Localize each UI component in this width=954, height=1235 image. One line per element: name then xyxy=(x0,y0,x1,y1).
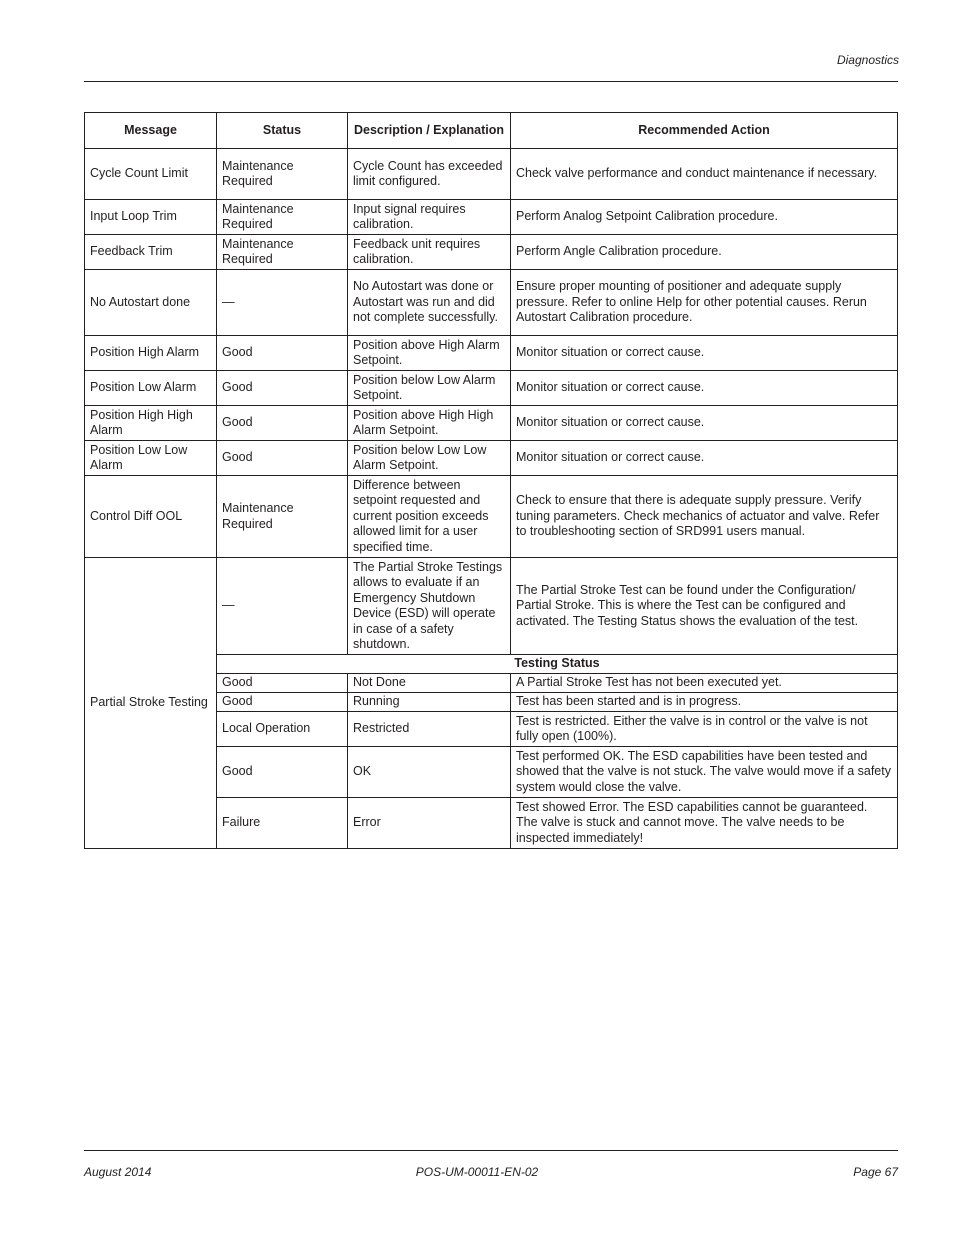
action-cell: Check valve performance and conduct maintenance if necessary. xyxy=(511,149,898,200)
state-cell: Running xyxy=(348,693,511,712)
status-cell: Good xyxy=(217,693,348,712)
status-cell: Maintenance Required xyxy=(217,149,348,200)
header-rule xyxy=(84,81,898,82)
status-cell: — xyxy=(217,270,348,336)
column-header-message: Message xyxy=(85,113,217,149)
message-cell: Position High Alarm xyxy=(85,336,217,371)
message-cell: Position High High Alarm xyxy=(85,406,217,441)
action-cell: Monitor situation or correct cause. xyxy=(511,441,898,476)
message-cell: Control Diff OOL xyxy=(85,476,217,558)
status-cell: Good xyxy=(217,674,348,693)
testing-status-subheader: Testing Status xyxy=(217,655,898,674)
action-cell: Perform Analog Setpoint Calibration procedure. xyxy=(511,200,898,235)
table-row xyxy=(85,441,898,476)
description-cell: Cycle Count has exceeded limit configured. xyxy=(348,149,511,200)
description-cell: Position above High Alarm Setpoint. xyxy=(348,336,511,371)
description-cell: Position above High High Alarm Setpoint. xyxy=(348,406,511,441)
action-cell: Monitor situation or correct cause. xyxy=(511,406,898,441)
status-cell: — xyxy=(217,558,348,655)
action-cell: Monitor situation or correct cause. xyxy=(511,336,898,371)
meaning-cell: Test has been started and is in progress. xyxy=(511,693,898,712)
description-cell: The Partial Stroke Testings allows to evaluate if an Emergency Shutdown Device (ESD) will operate in case of a safety shutdown. xyxy=(348,558,511,655)
state-cell: OK xyxy=(348,747,511,798)
message-cell: Input Loop Trim xyxy=(85,200,217,235)
status-cell: Good xyxy=(217,336,348,371)
status-cell: Local Operation xyxy=(217,712,348,747)
table-row xyxy=(85,336,898,371)
action-cell: The Partial Stroke Test can be found under the Configuration/ Partial Stroke. This is where the Test can be configured and activated. The Testing Status shows the evaluation of the test. xyxy=(511,558,898,655)
status-cell: Good xyxy=(217,441,348,476)
message-cell: Partial Stroke Testing xyxy=(85,558,217,849)
meaning-cell: Test performed OK. The ESD capabilities have been tested and showed that the valve is not stuck. The valve would move if a safety system would close the valve. xyxy=(511,747,898,798)
status-cell: Good xyxy=(217,371,348,406)
footer-rule xyxy=(84,1150,898,1151)
message-cell: Feedback Trim xyxy=(85,235,217,270)
diagnostics-table xyxy=(84,112,898,849)
action-cell: Monitor situation or correct cause. xyxy=(511,371,898,406)
description-cell: Difference between setpoint requested and current position exceeds allowed limit for a user specified time. xyxy=(348,476,511,558)
table-row xyxy=(85,200,898,235)
status-cell: Good xyxy=(217,406,348,441)
running-header-section: Diagnostics xyxy=(836,53,899,67)
state-cell: Restricted xyxy=(348,712,511,747)
description-cell: Position below Low Alarm Setpoint. xyxy=(348,371,511,406)
message-cell: No Autostart done xyxy=(85,270,217,336)
table-row xyxy=(85,235,898,270)
status-cell: Maintenance Required xyxy=(217,476,348,558)
message-cell: Position Low Low Alarm xyxy=(85,441,217,476)
description-cell: No Autostart was done or Autostart was run and did not complete successfully. xyxy=(348,270,511,336)
action-cell: Perform Angle Calibration procedure. xyxy=(511,235,898,270)
state-cell: Error xyxy=(348,798,511,849)
meaning-cell: A Partial Stroke Test has not been executed yet. xyxy=(511,674,898,693)
footer-page-number: Page 67 xyxy=(853,1165,898,1179)
table-row xyxy=(85,476,898,558)
status-cell: Maintenance Required xyxy=(217,200,348,235)
footer-date: August 2014 xyxy=(84,1165,152,1179)
status-cell: Good xyxy=(217,747,348,798)
table-row xyxy=(85,270,898,336)
table-header-row xyxy=(85,113,898,149)
column-header-action: Recommended Action xyxy=(511,113,898,149)
message-cell: Cycle Count Limit xyxy=(85,149,217,200)
meaning-cell: Test showed Error. The ESD capabilities cannot be guaranteed. The valve is stuck and cannot move. The valve needs to be inspected immediately! xyxy=(511,798,898,849)
status-cell: Failure xyxy=(217,798,348,849)
description-cell: Feedback unit requires calibration. xyxy=(348,235,511,270)
status-cell: Maintenance Required xyxy=(217,235,348,270)
table-row xyxy=(85,371,898,406)
table-row xyxy=(85,149,898,200)
action-cell: Ensure proper mounting of positioner and adequate supply pressure. Refer to online Help for other potential causes. Rerun Autostart Calibration procedure. xyxy=(511,270,898,336)
table-row xyxy=(85,406,898,441)
description-cell: Input signal requires calibration. xyxy=(348,200,511,235)
state-cell: Not Done xyxy=(348,674,511,693)
column-header-description: Description / Explanation xyxy=(348,113,511,149)
table-row-partial-stroke xyxy=(85,558,898,655)
description-cell: Position below Low Low Alarm Setpoint. xyxy=(348,441,511,476)
column-header-status: Status xyxy=(217,113,348,149)
message-cell: Position Low Alarm xyxy=(85,371,217,406)
action-cell: Check to ensure that there is adequate supply pressure. Verify tuning parameters. Check mechanics of actuator and valve. Refer to troubleshooting section of SRD991 users manual. xyxy=(511,476,898,558)
footer-document-id: POS-UM-00011-EN-02 xyxy=(415,1165,539,1179)
meaning-cell: Test is restricted. Either the valve is in control or the valve is not fully open (100%). xyxy=(511,712,898,747)
